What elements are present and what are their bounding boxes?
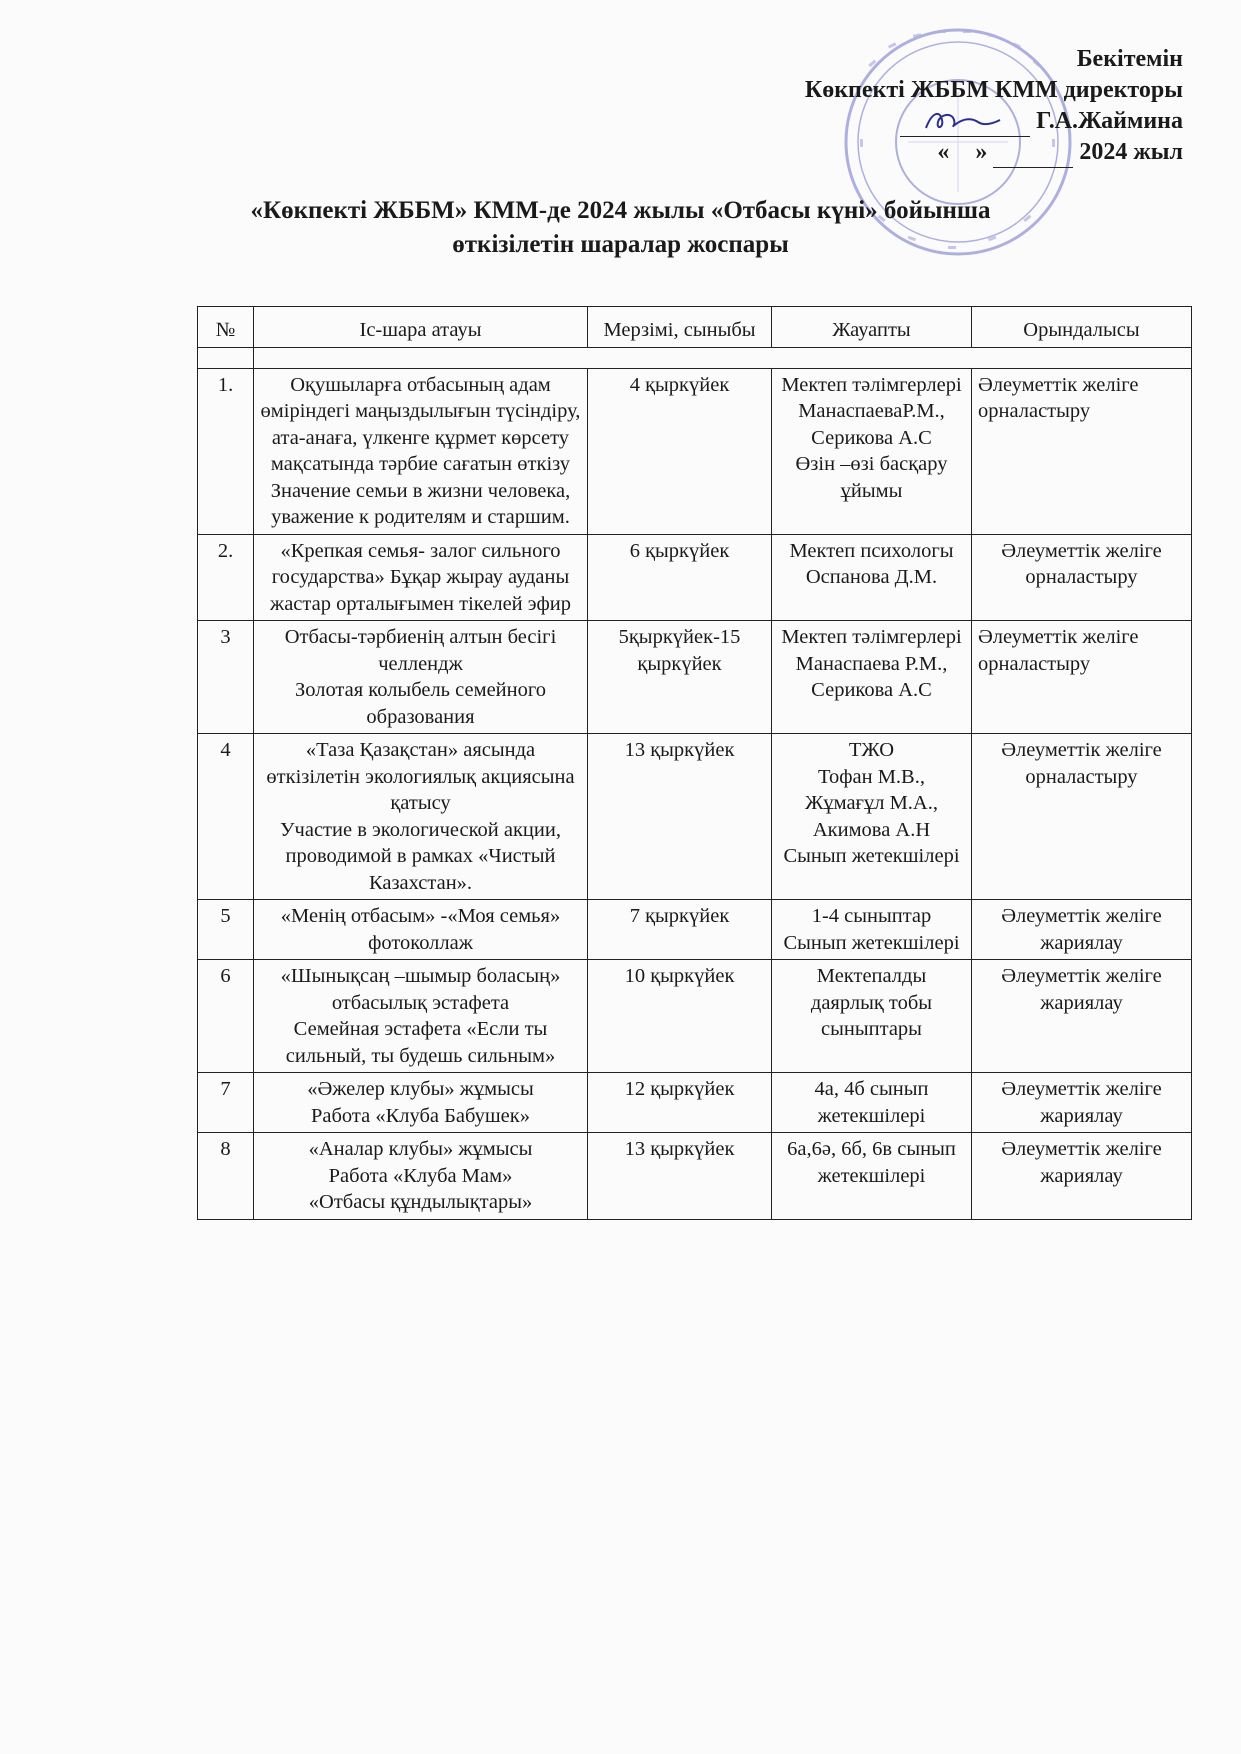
row-event: Отбасы-тәрбиенің алтын бесігі челлендж Золотая колыбель семейного образования xyxy=(254,621,588,734)
row-responsible: 1-4 сыныптар Сынып жетекшілері xyxy=(772,900,972,960)
row-date: 5қыркүйек-15 қыркүйек xyxy=(588,621,772,734)
table-row xyxy=(198,534,1192,621)
row-responsible: Мектеп психологы Оспанова Д.М. xyxy=(772,534,972,621)
approval-title: Бекітемін xyxy=(1076,46,1183,72)
row-responsible: ТЖО Тофан М.В., Жұмағұл М.А., Акимова А.Н Сынып жетекшілері xyxy=(772,734,972,900)
table-row xyxy=(198,1073,1192,1133)
header-date: Мерзімі, сыныбы xyxy=(588,307,772,348)
row-execution: Әлеуметтік желіге орналастыру xyxy=(972,368,1192,534)
row-event: «Таза Қазақстан» аясында өткізілетін экологиялық акциясына қатысу Участие в экологической акции, проводимой в рамках «Чистый Казахстан». xyxy=(254,734,588,900)
events-plan-table xyxy=(197,306,1192,1220)
row-number: 4 xyxy=(198,734,254,900)
row-date: 10 қыркүйек xyxy=(588,960,772,1073)
row-number: 2. xyxy=(198,534,254,621)
row-responsible: Мектеп тәлімгерлері Манаспаева Р.М., Серикова А.С xyxy=(772,621,972,734)
row-date: 13 қыркүйек xyxy=(588,1133,772,1220)
signature-blank xyxy=(900,112,1030,137)
row-date: 12 қыркүйек xyxy=(588,1073,772,1133)
title-line-2: өткізілетін шаралар жоспары xyxy=(452,231,789,258)
row-event: «Крепкая семья- залог сильного государства» Бұқар жырау ауданы жастар орталығымен тікелей эфир xyxy=(254,534,588,621)
row-number: 7 xyxy=(198,1073,254,1133)
row-responsible: 6а,6ә, 6б, 6в сынып жетекшілері xyxy=(772,1133,972,1220)
table-spacer-row xyxy=(198,347,1192,368)
header-num: № xyxy=(198,307,254,348)
document-title xyxy=(0,194,1241,262)
row-event: Оқушыларға отбасының адам өміріндегі маңыздылығын түсіндіру, ата-анаға, үлкенге құрмет көрсету мақсатында тәрбие сағатын өткізу Значение семьи в жизни человека, уважение к родителям и старшим. xyxy=(254,368,588,534)
director-name: Г.А.Жаймина xyxy=(1036,108,1183,134)
row-event: «Әжелер клубы» жұмысы Работа «Клуба Бабушек» xyxy=(254,1073,588,1133)
table-row xyxy=(198,621,1192,734)
header-event: Іс-шара атауы xyxy=(254,307,588,348)
row-number: 1. xyxy=(198,368,254,534)
row-responsible: 4а, 4б сынып жетекшілері xyxy=(772,1073,972,1133)
table-row xyxy=(198,368,1192,534)
row-event: «Аналар клубы» жұмысы Работа «Клуба Мам» «Отбасы құндылықтары» xyxy=(254,1133,588,1220)
row-number: 6 xyxy=(198,960,254,1073)
table-row xyxy=(198,900,1192,960)
row-execution: Әлеуметтік желіге жариялау xyxy=(972,900,1192,960)
row-date: 6 қыркүйек xyxy=(588,534,772,621)
header-responsible: Жауапты xyxy=(772,307,972,348)
date-line: « » 2024 жыл xyxy=(805,137,1183,168)
row-responsible: Мектеп тәлімгерлері МанаспаеваР.М., Серикова А.С Өзін –өзі басқару ұйымы xyxy=(772,368,972,534)
table-row xyxy=(198,1133,1192,1220)
row-date: 7 қыркүйек xyxy=(588,900,772,960)
approval-position: Көкпекті ЖББМ КММ директоры xyxy=(804,77,1183,103)
table-header-row xyxy=(198,307,1192,348)
row-event: «Менің отбасым» -«Моя семья» фотоколлаж xyxy=(254,900,588,960)
signature-line xyxy=(805,106,1183,137)
row-execution: Әлеуметтік желіге орналастыру xyxy=(972,534,1192,621)
table-row xyxy=(198,734,1192,900)
row-date: 13 қыркүйек xyxy=(588,734,772,900)
row-responsible: Мектепалды даярлық тобы сыныптары xyxy=(772,960,972,1073)
row-number: 5 xyxy=(198,900,254,960)
row-execution: Әлеуметтік желіге жариялау xyxy=(972,1073,1192,1133)
table-row xyxy=(198,960,1192,1073)
row-execution: Әлеуметтік желіге жариялау xyxy=(972,960,1192,1073)
header-execution: Орындалысы xyxy=(972,307,1192,348)
title-line-1: «Көкпекті ЖББМ» КММ-де 2024 жылы «Отбасы күні» бойынша xyxy=(250,197,991,224)
row-number: 8 xyxy=(198,1133,254,1220)
date-blank xyxy=(993,145,1073,168)
handwritten-signature xyxy=(922,106,1002,136)
row-execution: Әлеуметтік желіге орналастыру xyxy=(972,734,1192,900)
row-event: «Шынықсаң –шымыр боласың» отбасылық эстафета Семейная эстафета «Если ты сильный, ты будешь сильным» xyxy=(254,960,588,1073)
row-number: 3 xyxy=(198,621,254,734)
row-execution: Әлеуметтік желіге орналастыру xyxy=(972,621,1192,734)
row-execution: Әлеуметтік желіге жариялау xyxy=(972,1133,1192,1220)
row-date: 4 қыркүйек xyxy=(588,368,772,534)
approval-block xyxy=(805,44,1183,168)
